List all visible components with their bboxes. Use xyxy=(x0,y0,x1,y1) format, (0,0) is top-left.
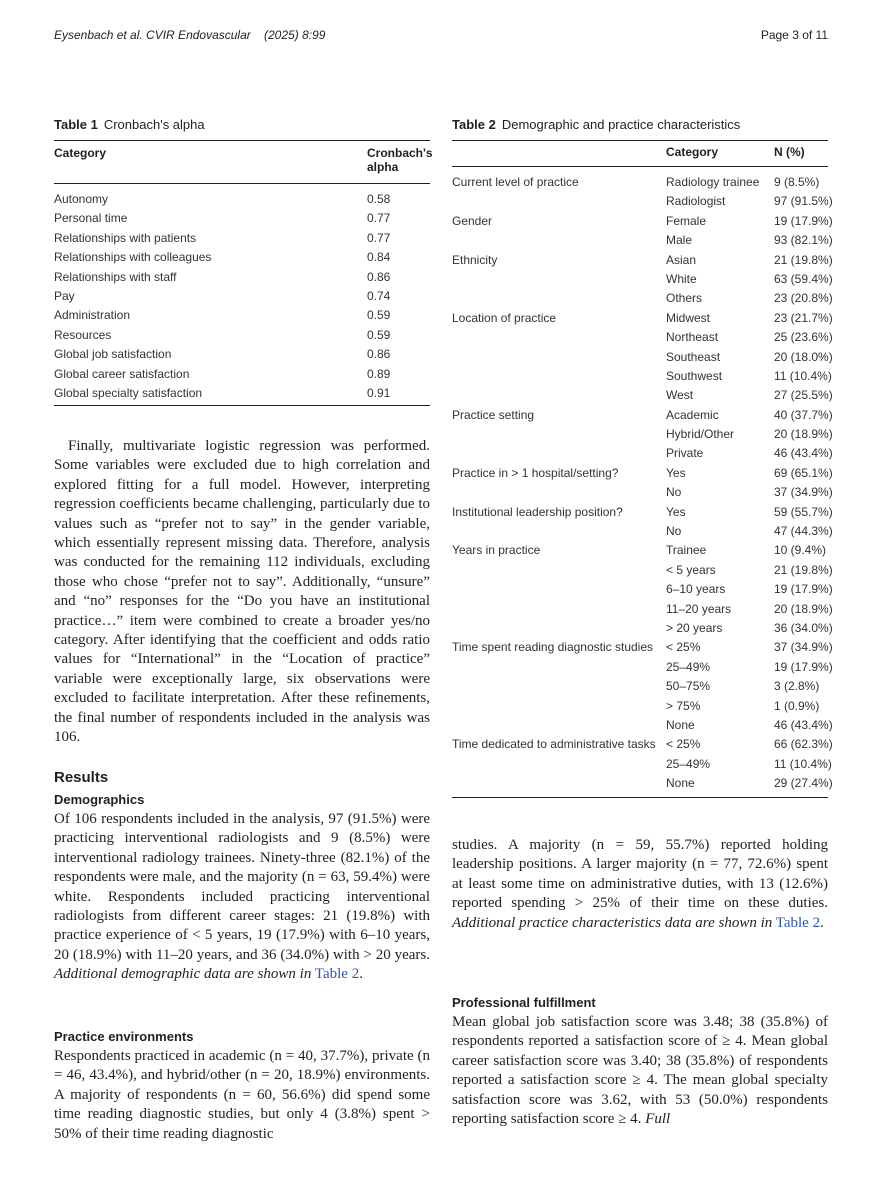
table2-row xyxy=(452,734,833,753)
table2-cell-category: White xyxy=(666,271,697,286)
journal-citation: Eysenbach et al. CVIR Endovascular xyxy=(54,28,251,42)
table1-cell-alpha: 0.58 xyxy=(367,192,391,206)
table2-cell-n: 1 (0.9%) xyxy=(774,698,820,713)
table2-cell-variable: Time dedicated to administrative tasks xyxy=(452,737,656,752)
demographics-note: Additional demographic data are shown in xyxy=(54,966,312,983)
table2-row xyxy=(452,385,833,404)
table2-cell-n: 25 (23.6%) xyxy=(774,330,833,345)
table2-cell-variable: Gender xyxy=(452,213,493,228)
table2-cell-category: Midwest xyxy=(666,310,711,325)
table2-link-2[interactable]: Table 2 xyxy=(775,914,821,931)
table2-cell-category: Others xyxy=(666,291,703,306)
table2-cell-category: Yes xyxy=(666,504,686,519)
table1-cell-alpha: 0.77 xyxy=(367,211,391,226)
table2-row xyxy=(452,579,833,598)
table2-cell-n: 46 (43.4%) xyxy=(774,446,833,461)
table2-cell-category: Yes xyxy=(666,465,686,480)
table1-cell-category: Global job satisfaction xyxy=(54,347,172,362)
table2-cell-n: 9 (8.5%) xyxy=(774,175,820,189)
table2-cell-variable: Location of practice xyxy=(452,310,557,325)
table2-cell-category: 25–49% xyxy=(666,659,711,674)
table2-cell-n: 47 (44.3%) xyxy=(774,524,833,539)
table1-cell-alpha: 0.59 xyxy=(367,308,391,323)
table1-cell-category: Relationships with staff xyxy=(54,269,177,284)
table1-row xyxy=(54,228,430,247)
table1-cell-alpha: 0.77 xyxy=(367,230,391,245)
page-number: Page 3 of 11 xyxy=(760,28,828,42)
table2-row xyxy=(452,773,833,792)
table2-row xyxy=(452,230,833,249)
table2-row xyxy=(452,676,828,695)
table2-cell-category: Asian xyxy=(666,252,697,267)
table2-cell-category: Radiologist xyxy=(666,194,726,209)
table1-cell-alpha: 0.84 xyxy=(367,250,391,265)
table1-cell-alpha: 0.89 xyxy=(367,366,391,381)
practice-continued-text: studies. A majority (n = 59, 55.7%) reported holding leadership positions. A larger majority (n = 77, 72.6%) spent at least some time on administrative duties, with 13 (12.6%) reported spending > 25% of their time on these duties. xyxy=(452,837,828,912)
table1-body xyxy=(54,184,430,405)
practice-continued-paragraph: studies. A majority (n = 59, 55.7%) reported holding leadership positions. A larger majority (n = 77, 72.6%) spent at least some time on administrative duties, with 13 (12.6%) reported spending > 25% of their time on these duties. Additional practice characteristics data are shown in Table 2. xyxy=(452,837,828,931)
table2-row xyxy=(452,172,828,191)
table1-row xyxy=(54,267,430,286)
table2-cell-n: 23 (20.8%) xyxy=(774,291,833,306)
table2-row xyxy=(452,424,833,443)
table2-cell-n: 11 (10.4%) xyxy=(774,756,832,771)
table1-row xyxy=(54,344,430,363)
table2-cell-n: 21 (19.8%) xyxy=(774,252,833,267)
table2-row xyxy=(452,560,833,579)
table1-label: Table 1 xyxy=(54,117,98,132)
table2-cell-n: 23 (21.7%) xyxy=(774,310,833,325)
fulfillment-paragraph xyxy=(452,1013,828,1129)
table2-row xyxy=(452,463,833,482)
table2-row xyxy=(452,521,833,540)
table2-cell-category: < 5 years xyxy=(666,562,716,577)
table1-cell-category: Administration xyxy=(54,308,131,323)
fulfillment-tail: Full xyxy=(645,1111,671,1128)
table1-row xyxy=(54,364,430,383)
table1-caption xyxy=(54,117,205,132)
table1-cell-alpha: 0.86 xyxy=(367,269,391,284)
results-heading: Results xyxy=(54,769,109,786)
table1-header-row xyxy=(54,141,433,184)
table1-cell-category: Autonomy xyxy=(54,192,109,206)
table2-cell-category: 6–10 years xyxy=(666,582,726,597)
table2-row xyxy=(452,540,828,559)
table2-row xyxy=(452,327,833,346)
table2-cell-n: 27 (25.5%) xyxy=(774,388,833,403)
table2-cell-variable: Practice setting xyxy=(452,407,535,422)
table2-cell-category: 11–20 years xyxy=(666,601,732,616)
table2-col-category: Category xyxy=(666,145,719,159)
table2-cell-n: 40 (37.7%) xyxy=(774,407,833,422)
table2-cell-n: 20 (18.9%) xyxy=(774,601,833,616)
professional-fulfillment-heading: Professional fulfillment xyxy=(452,995,596,1010)
table1-cell-category: Personal time xyxy=(54,211,128,226)
table2-row xyxy=(452,405,833,424)
table2-cell-n: 93 (82.1%) xyxy=(774,233,833,248)
table2-cell-n: 59 (55.7%) xyxy=(774,504,833,519)
table2-cell-category: Radiology trainee xyxy=(666,175,760,189)
table2-caption xyxy=(452,117,740,132)
table2-cell-category: No xyxy=(666,485,682,500)
table1-cell-alpha: 0.86 xyxy=(367,347,391,362)
table2-cell-category: Hybrid/Other xyxy=(666,427,735,442)
table1-cell-category: Relationships with colleagues xyxy=(54,250,212,265)
table1-col-alpha: Cronbach's alpha xyxy=(367,146,433,174)
demographics-paragraph: Of 106 respondents included in the analysis, 97 (91.5%) were practicing interventional radiologists and 9 (8.5%) were interventional radiology trainees. Ninety-three (82.1%) of the respondents were male, and the majority (n = 63, 59.4%) were white. Respondents included practicing interventional radiologists from different career stages: 21 (19.8%) with practice experience of < 5 years, 19 (17.9%) with 6–10 years, 20 (18.9%) with 11–20 years, and 36 (34.0%) with > 20 years. Additional demographic data are shown in Table 2. xyxy=(54,811,430,983)
table2-cell-n: 19 (17.9%) xyxy=(774,213,833,228)
table2-cell-n: 10 (9.4%) xyxy=(774,543,827,558)
table1-caption-text: Cronbach's alpha xyxy=(103,117,205,132)
table2-cell-category: Private xyxy=(666,446,704,461)
table2-row xyxy=(452,250,833,269)
table2-cell-variable: Years in practice xyxy=(452,543,541,558)
practice-environments-heading: Practice environments xyxy=(54,1029,194,1044)
table2-cell-n: 97 (91.5%) xyxy=(774,194,833,209)
table2-row xyxy=(452,191,833,210)
table2-cell-category: < 25% xyxy=(666,640,701,655)
table2-cell-category: West xyxy=(666,388,694,403)
table1-cell-alpha: 0.74 xyxy=(367,288,391,303)
table2-link[interactable]: Table 2 xyxy=(314,966,360,983)
table2-cell-n: 66 (62.3%) xyxy=(774,737,833,752)
table2-cell-n: 46 (43.4%) xyxy=(774,717,833,732)
table2-cell-category: Northeast xyxy=(666,330,719,345)
table2-cell-category: > 20 years xyxy=(666,620,723,635)
table2-cell-n: 37 (34.9%) xyxy=(774,485,833,500)
table2-cell-category: Trainee xyxy=(666,543,707,558)
table2-row xyxy=(452,599,833,618)
table2-header-row xyxy=(452,141,828,167)
table2-cell-n: 19 (17.9%) xyxy=(774,582,833,597)
table2-cell-category: 25–49% xyxy=(666,756,711,771)
table2-cell-n: 36 (34.0%) xyxy=(774,620,833,635)
table2-row xyxy=(452,211,833,230)
table1-row xyxy=(54,383,430,402)
table2-cell-category: < 25% xyxy=(666,737,701,752)
table1-cell-category: Global career satisfaction xyxy=(54,366,190,381)
fulfillment-text: Mean global job satisfaction score was 3.48; 38 (35.8%) of respondents reported a satisfaction score of ≥ 4. Mean global career satisfaction score was 3.40; 38 (35.8%) of respondents reported a satisfaction score ≥ 4. The mean global specialty satisfaction score was 3.62, with 53 (50.0%) respondents reporting satisfaction score ≥ 4. xyxy=(452,1014,828,1128)
table2-cell-category: > 75% xyxy=(666,698,701,713)
table2-row xyxy=(452,443,833,462)
regression-paragraph: Finally, multivariate logistic regression was performed. Some variables were excluded due to high correlation and explored fitting for a full model. However, interpreting regression coefficients became challenging, particularly due to values such as “prefer not to say” in the gender variable, which essentially represent missing data. Therefore, analysis was conducted for the remaining 112 individuals, excluding those who chose “prefer not to say”. Additionally, “unsure” and “no” responses for the “Do you have an institutional practice…” item were combined to create a broader yes/no category. After identifying that the coefficient and odds ratio values for “International” in the “Location of practice” variable were exceptionally large, six observations were excluded to facilitate interpretation. After these refinements, the final number of respondents included in the analysis was 106. xyxy=(54,438,430,746)
table1-cell-category: Resources xyxy=(54,327,112,342)
table2-row xyxy=(452,482,833,501)
table2-cell-category: No xyxy=(666,524,682,539)
table1-cronbach-alpha xyxy=(54,140,433,406)
table2-row xyxy=(452,696,828,715)
table2-cell-n: 20 (18.9%) xyxy=(774,427,833,442)
table1-row xyxy=(54,305,430,324)
table1-row xyxy=(54,247,430,266)
table2-cell-n: 69 (65.1%) xyxy=(774,465,833,480)
table1-cell-category: Relationships with patients xyxy=(54,230,197,245)
table2-label: Table 2 xyxy=(452,117,496,132)
table2-row xyxy=(452,269,833,288)
practice-paragraph: Respondents practiced in academic (n = 40, 37.7%), private (n = 46, 43.4%), and hybrid/other (n = 20, 18.9%) environments. A majority of respondents (n = 60, 56.6%) did spend some time reading diagnostic studies, but only 4 (3.8%) spent > 50% of their time reading diagnostic xyxy=(54,1048,430,1142)
table2-row xyxy=(452,347,833,366)
table2-cell-n: 29 (27.4%) xyxy=(774,776,833,791)
table2-cell-category: None xyxy=(666,717,695,732)
table2-cell-variable: Practice in > 1 hospital/setting? xyxy=(452,465,619,480)
table2-caption-text: Demographic and practice characteristics xyxy=(501,117,741,132)
table2-cell-n: 63 (59.4%) xyxy=(774,271,833,286)
practice-note: Additional practice characteristics data are shown in xyxy=(452,914,773,931)
table1-cell-alpha: 0.91 xyxy=(367,385,391,400)
table2-row xyxy=(452,288,833,307)
table2-row xyxy=(452,366,832,385)
table2-cell-n: 11 (10.4%) xyxy=(774,368,832,383)
table2-cell-category: Female xyxy=(666,213,707,228)
table2-body xyxy=(452,167,833,797)
table2-cell-category: None xyxy=(666,776,695,791)
table2-cell-n: 21 (19.8%) xyxy=(774,562,833,577)
table1-cell-category: Pay xyxy=(54,288,75,303)
table2-row xyxy=(452,754,832,773)
journal-year-volume: (2025) 8:99 xyxy=(264,28,326,42)
table2-cell-variable: Time spent reading diagnostic studies xyxy=(452,640,653,655)
table2-cell-n: 19 (17.9%) xyxy=(774,659,833,674)
table2-row xyxy=(452,657,833,676)
table2-cell-variable: Current level of practice xyxy=(452,175,579,189)
table2-cell-n: 3 (2.8%) xyxy=(774,679,820,694)
table2-row xyxy=(452,637,833,656)
table2-cell-category: Southeast xyxy=(666,349,721,364)
table2-cell-category: Southwest xyxy=(666,368,723,383)
demographics-heading: Demographics xyxy=(54,792,145,807)
table1-cell-alpha: 0.59 xyxy=(367,327,391,342)
table1-row xyxy=(54,325,430,344)
demographics-text: Of 106 respondents included in the analysis, 97 (91.5%) were practicing interventional radiologists and 9 (8.5%) were interventional radiology trainees. Ninety-three (82.1%) of the respondents were male, and the majority (n = 63, 59.4%) were white. Respondents included practicing interventional radiologists from different career stages: 21 (19.8%) with practice experience of < 5 years, 19 (17.9%) with 6–10 years, 20 (18.9%) with 11–20 years, and 36 (34.0%) with > 20 years. xyxy=(54,811,430,963)
table2-row xyxy=(452,502,833,521)
table1-cell-category: Global specialty satisfaction xyxy=(54,385,203,400)
table2-cell-variable: Institutional leadership position? xyxy=(452,504,623,519)
table2-cell-category: Male xyxy=(666,233,693,248)
table1-row xyxy=(54,286,430,305)
table1-col-category: Category xyxy=(54,146,107,160)
table2-row xyxy=(452,618,833,637)
table2-cell-variable: Ethnicity xyxy=(452,252,498,267)
table2-row xyxy=(452,715,833,734)
table2-cell-n: 20 (18.0%) xyxy=(774,349,833,364)
table1-row xyxy=(54,208,430,227)
table2-col-n: N (%) xyxy=(774,145,805,159)
page-header xyxy=(54,28,828,44)
table2-row xyxy=(452,308,833,327)
table2-cell-n: 37 (34.9%) xyxy=(774,640,833,655)
table1-row xyxy=(54,189,430,208)
table2-demographics xyxy=(452,140,833,798)
table2-cell-category: Academic xyxy=(666,407,719,422)
table2-cell-category: 50–75% xyxy=(666,679,711,694)
